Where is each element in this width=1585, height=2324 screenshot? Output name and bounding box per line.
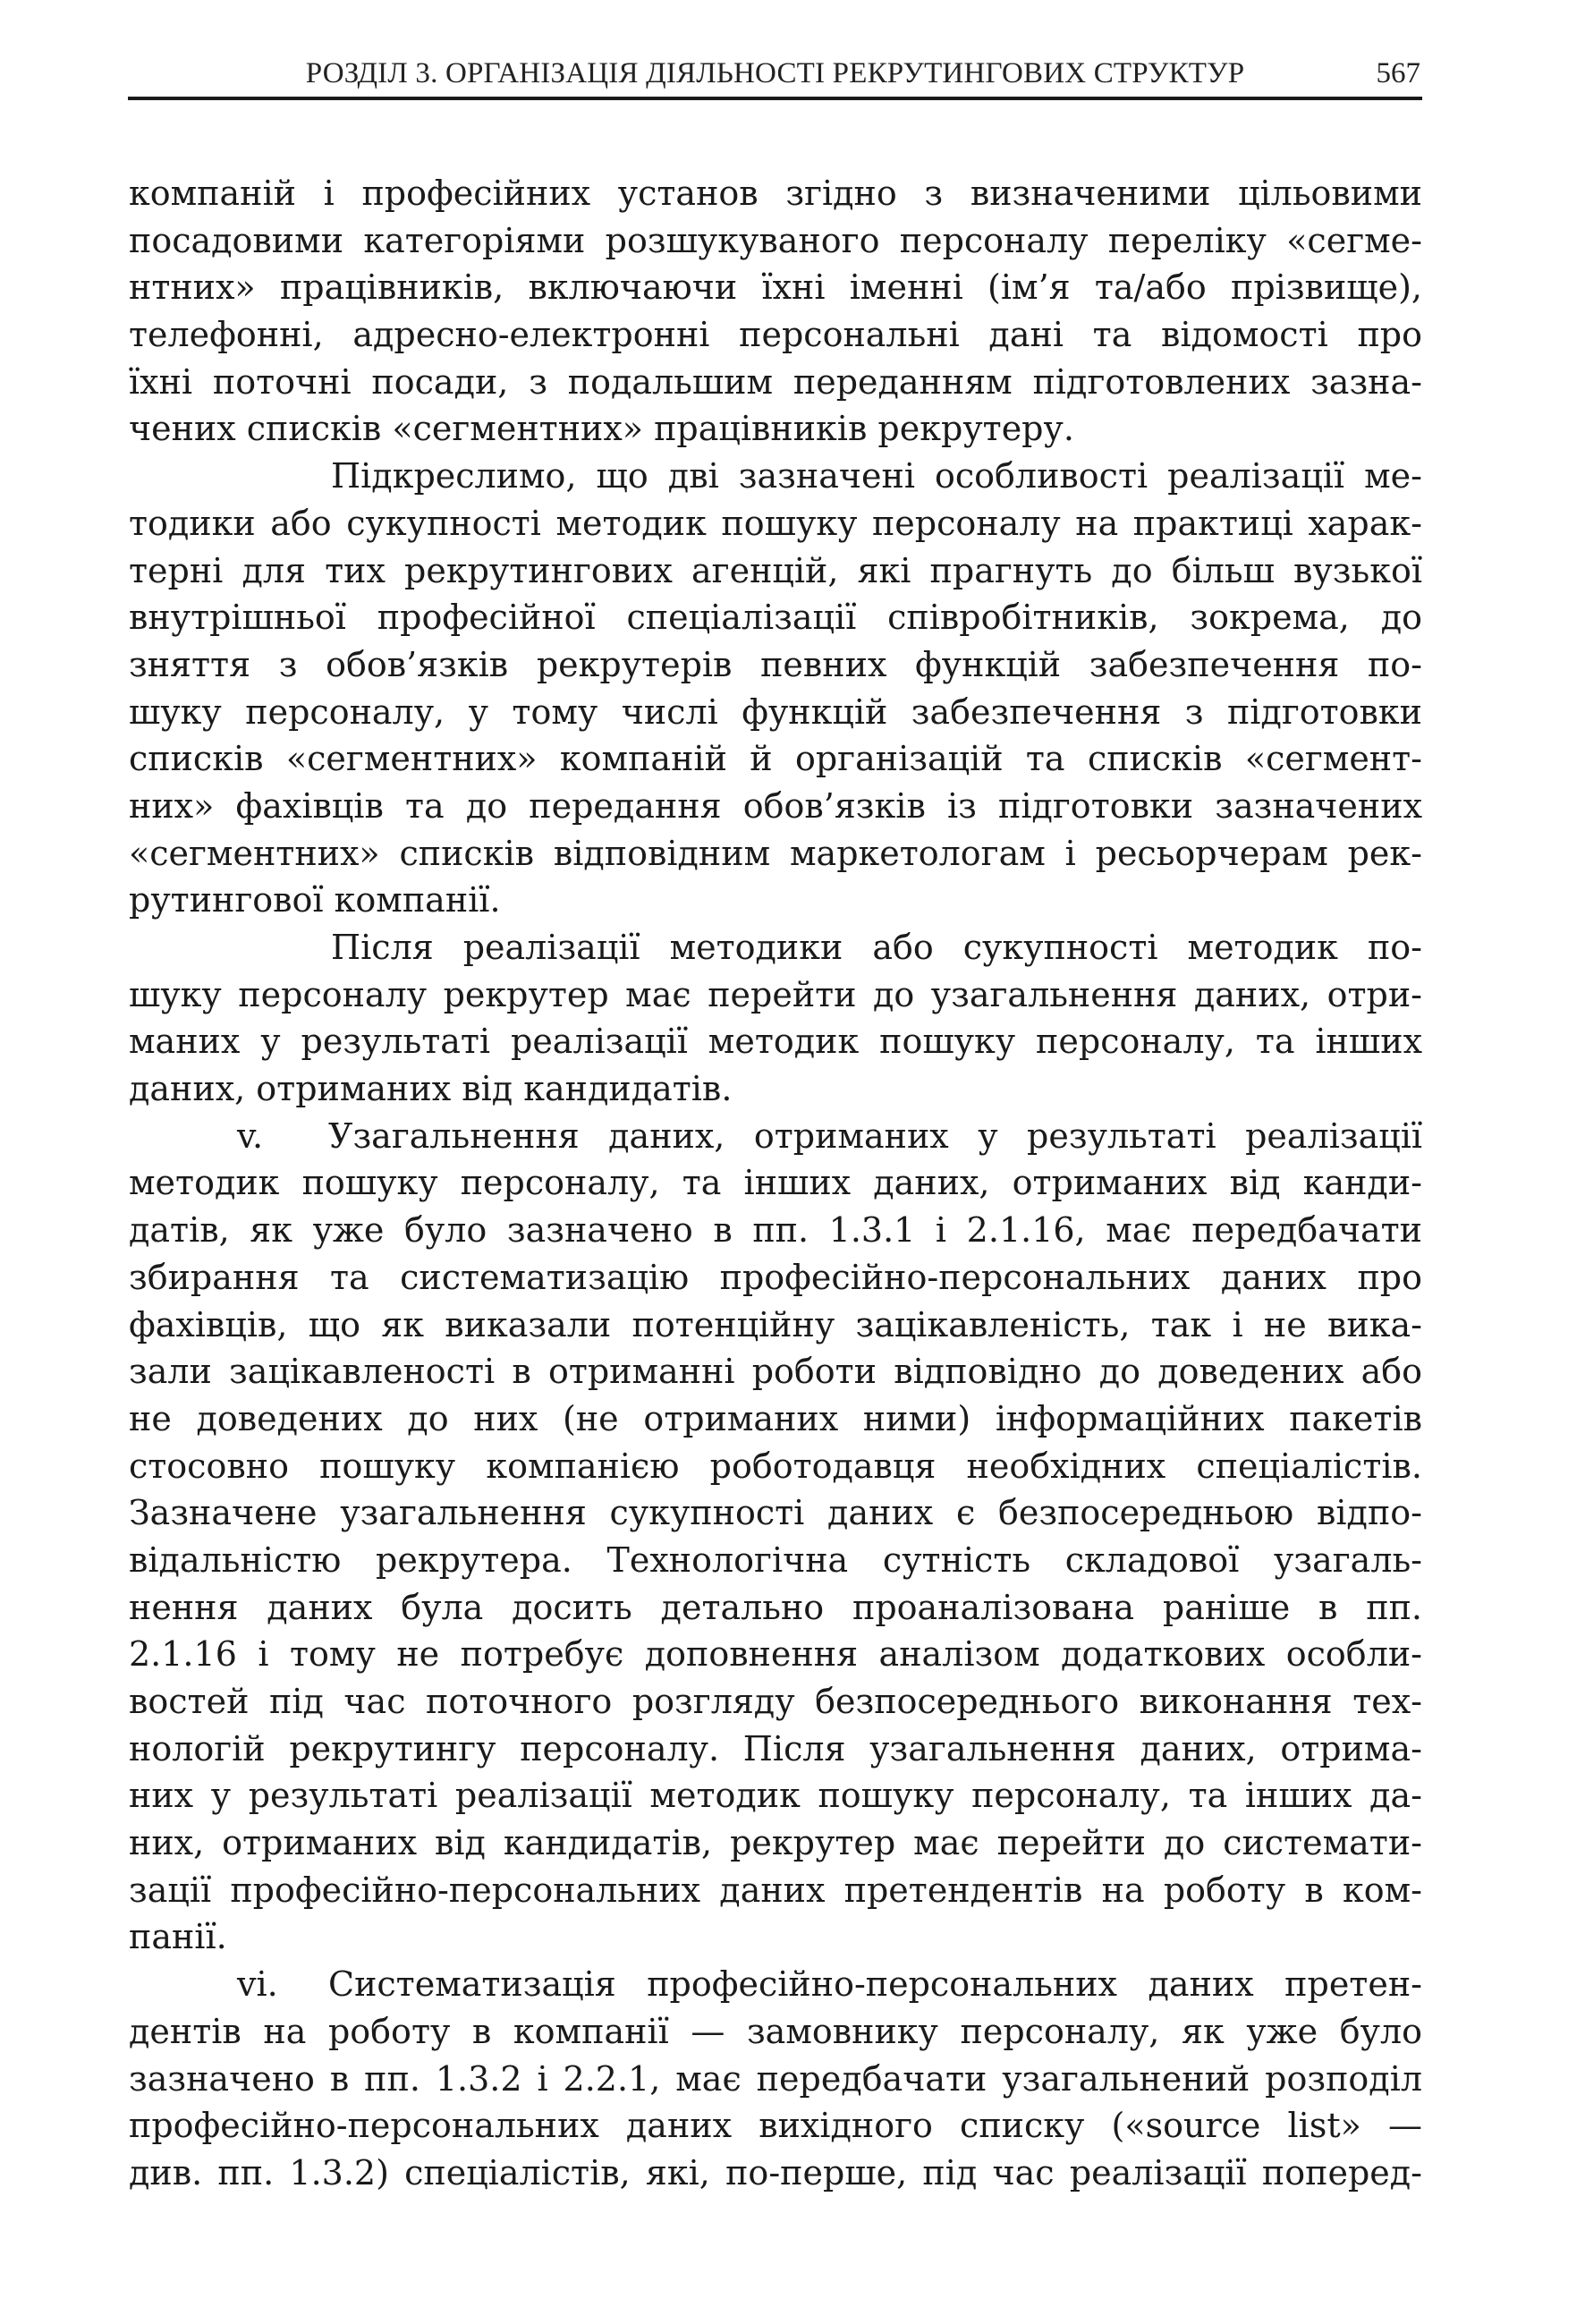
- line-text: компаній і професійних установ згідно з визначеними цільовими: [129, 174, 1422, 213]
- line-text: телефонні, адресно-електронні персональні дані та відомості про: [129, 315, 1422, 355]
- line-text: посадовими категоріями розшукуваного персоналу переліку «сегме-: [129, 220, 1422, 260]
- line-text: даних, отриманих від кандидатів.: [129, 1069, 733, 1109]
- line-text: терні для тих рекрутингових агенцій, які прагнуть до більш вузької: [129, 550, 1422, 590]
- text-line: [129, 170, 1422, 217]
- line-text: шуку персоналу, у тому числі функцій забезпечення з підготовки: [129, 691, 1422, 732]
- text-line: [129, 453, 1422, 500]
- line-text: їхні поточні посади, з подальшим переданням підготовлених зазна-: [129, 361, 1422, 402]
- chapter-title: РОЗДІЛ 3. ОРГАНІЗАЦІЯ ДІЯЛЬНОСТІ РЕКРУТИНГОВИХ СТРУКТУР: [305, 57, 1245, 89]
- line-text: «сегментних» списків відповідним маркетологам і ресьорчерам рек-: [129, 833, 1422, 873]
- text-line: [129, 1489, 1422, 1537]
- text-line: [129, 1113, 1422, 1160]
- text-line: [129, 689, 1422, 736]
- text-line: [129, 1819, 1422, 1867]
- line-text: нення даних була досить детально проаналізована раніше в пп.: [129, 1587, 1422, 1627]
- line-text: фахівців, що як виказали потенційну зацікавленість, так і не вика-: [129, 1304, 1422, 1344]
- line-text: методик пошуку персоналу, та інших даних, отриманих від канди-: [129, 1163, 1422, 1203]
- line-text: маних у результаті реалізації методик пошуку персоналу, та інших: [129, 1022, 1422, 1062]
- text-line: [129, 1913, 1422, 1961]
- page-number: 567: [1376, 57, 1420, 89]
- line-text: внутрішньої професійної спеціалізації співробітників, зокрема, до: [129, 598, 1422, 638]
- line-text: них у результаті реалізації методик пошуку персоналу, та інших да-: [129, 1776, 1422, 1816]
- line-text: професійно-персональних даних вихідного списку («source list» —: [129, 2106, 1422, 2146]
- line-text: них» фахівців та до передання обов’язків із підготовки зазначених: [129, 785, 1422, 826]
- line-text: дентів на роботу в компанії — замовнику персоналу, як уже було: [129, 2011, 1422, 2051]
- line-text: Систематизація професійно-персональних даних претен-: [328, 1964, 1422, 2005]
- text-line: [129, 1678, 1422, 1726]
- line-text: датів, як уже було зазначено в пп. 1.3.1 і 2.1.16, має передбачати: [129, 1210, 1422, 1251]
- line-text: нтних» працівників, включаючи їхні іменні (ім’я та/або прізвище),: [129, 267, 1422, 308]
- text-line: [129, 500, 1422, 547]
- list-item-number: v.: [237, 1115, 264, 1156]
- line-text: зняття з обов’язків рекрутерів певних функцій забезпечення по-: [129, 644, 1422, 684]
- text-line: [129, 641, 1422, 689]
- text-line: [129, 1395, 1422, 1443]
- line-text: 2.1.16 і тому не потребує доповнення аналізом додаткових особли-: [129, 1634, 1422, 1675]
- text-line: [129, 2056, 1422, 2103]
- text-line: [129, 1961, 1422, 2008]
- text-line: [129, 971, 1422, 1019]
- text-line: [129, 2150, 1422, 2197]
- line-text: нологій рекрутингу персоналу. Після узагальнення даних, отрима-: [129, 1728, 1422, 1768]
- text-line: [129, 547, 1422, 595]
- text-line: [129, 594, 1422, 641]
- list-item-number: vi.: [237, 1964, 278, 2005]
- text-line: [129, 1631, 1422, 1678]
- text-line: [129, 783, 1422, 830]
- line-text: Зазначене узагальнення сукупності даних є безпосередньою відпо-: [129, 1493, 1422, 1533]
- line-text: відальністю рекрутера. Технологічна сутність складової узагаль-: [129, 1539, 1422, 1580]
- text-line: [129, 1254, 1422, 1302]
- line-text: востей під час поточного розгляду безпосереднього виконання тех-: [129, 1682, 1422, 1721]
- text-line: [129, 217, 1422, 265]
- line-text: Після реалізації методики або сукупності методик по-: [331, 928, 1422, 967]
- line-text: зації професійно-персональних даних претендентів на роботу в ком-: [129, 1870, 1422, 1910]
- text-line: [129, 359, 1422, 406]
- text-line: [129, 877, 1422, 924]
- line-text: див. пп. 1.3.2) спеціалістів, які, по-перше, під час реалізації поперед-: [129, 2152, 1422, 2193]
- text-line: [129, 1065, 1422, 1113]
- text-line: [129, 1726, 1422, 1773]
- text-line: [129, 1348, 1422, 1395]
- line-text: списків «сегментних» компаній й організацій та списків «сегмент-: [129, 739, 1422, 779]
- running-header: [128, 52, 1422, 100]
- line-text: них, отриманих від кандидатів, рекрутер має перейти до системати-: [129, 1823, 1422, 1863]
- text-line: [129, 1584, 1422, 1632]
- line-text: збирання та систематизацію професійно-персональних даних про: [129, 1257, 1422, 1297]
- text-line: [129, 2008, 1422, 2056]
- text-line: [129, 264, 1422, 311]
- text-line: [129, 2102, 1422, 2150]
- text-line: [129, 1443, 1422, 1490]
- line-text: панії.: [129, 1917, 227, 1957]
- line-text: зазначено в пп. 1.3.2 і 2.2.1, має передбачати узагальнений розподіл: [129, 2058, 1422, 2099]
- text-line: [129, 924, 1422, 971]
- text-line: [129, 735, 1422, 783]
- text-line: [129, 1207, 1422, 1254]
- line-text: шуку персоналу рекрутер має перейти до узагальнення даних, отри-: [129, 974, 1422, 1014]
- line-text: зали зацікавленості в отриманні роботи відповідно до доведених або: [129, 1352, 1422, 1392]
- text-line: [129, 1772, 1422, 1819]
- line-text: рутингової компанії.: [129, 880, 501, 920]
- text-line: [129, 1537, 1422, 1584]
- line-text: тодики або сукупності методик пошуку персоналу на практиці харак-: [129, 503, 1422, 543]
- text-line: [129, 311, 1422, 359]
- text-line: [129, 830, 1422, 878]
- body-text: [129, 170, 1422, 2197]
- text-line: [129, 1867, 1422, 1914]
- text-line: [129, 1302, 1422, 1349]
- text-line: [129, 1159, 1422, 1207]
- line-text: Узагальнення даних, отриманих у результаті реалізації: [328, 1115, 1422, 1156]
- line-text: Підкреслимо, що дві зазначені особливості реалізації ме-: [331, 456, 1422, 496]
- line-text: чених списків «сегментних» працівників рекрутеру.: [129, 409, 1074, 449]
- text-line: [129, 1018, 1422, 1065]
- text-line: [129, 405, 1422, 453]
- line-text: не доведених до них (не отриманих ними) інформаційних пакетів: [129, 1398, 1422, 1438]
- line-text: стосовно пошуку компанією роботодавця необхідних спеціалістів.: [129, 1446, 1422, 1486]
